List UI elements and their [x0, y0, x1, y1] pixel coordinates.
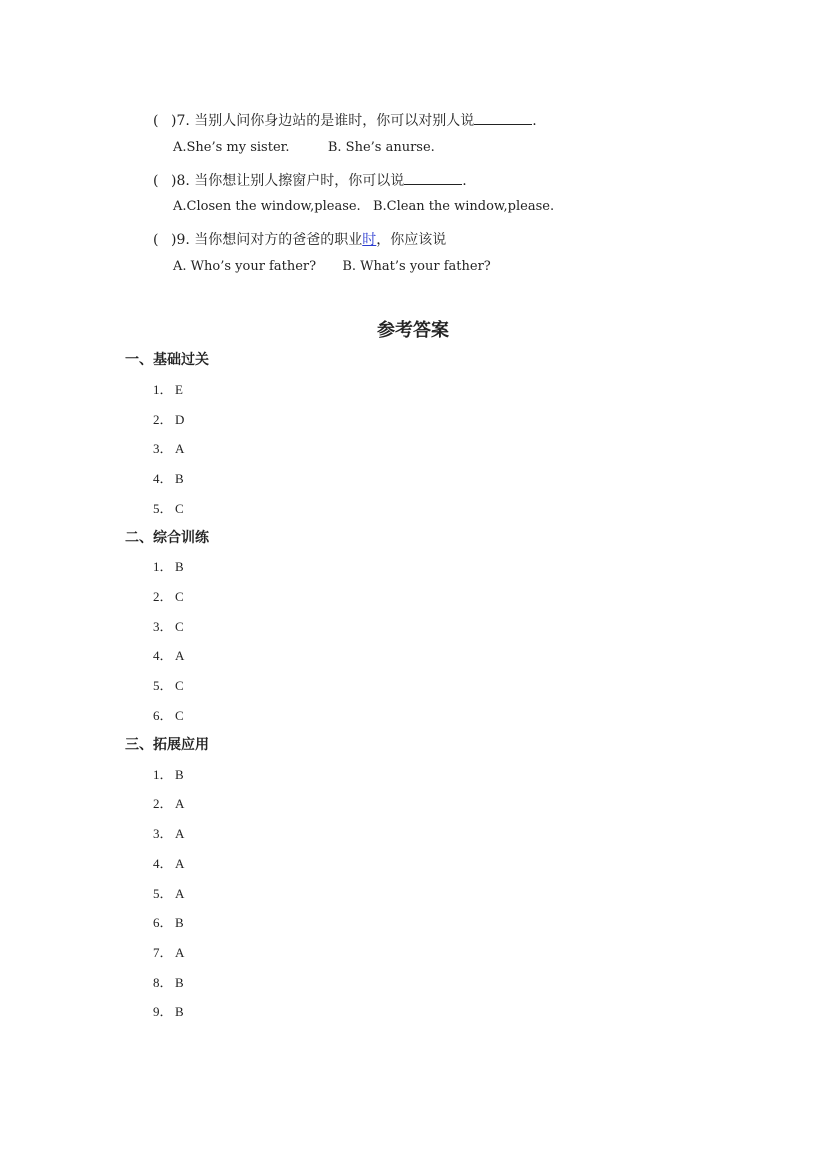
answer-item: 1． B [153, 767, 184, 782]
option-b: B.Clean the window,please. [372, 199, 555, 214]
answer-paren: ( [153, 173, 159, 189]
answer-item: 2． A [153, 796, 185, 811]
answer-item: 4． A [153, 648, 185, 663]
section-heading: 三、拓展应用 [125, 737, 209, 753]
answer-item: 5． C [153, 678, 184, 693]
answer-item: 8． B [153, 975, 184, 990]
question-prompt-end: ，你应该说 [376, 232, 447, 248]
option-b: B. She’s anurse. [327, 140, 435, 155]
option-b: B. What’s your father? [342, 259, 491, 274]
answer-item: 3． C [153, 619, 184, 634]
answer-item: 7． A [153, 945, 185, 960]
answer-paren: ( [153, 232, 159, 248]
question-number: )7. [171, 113, 190, 129]
answer-blank [404, 172, 462, 185]
answer-item: 3． A [153, 441, 185, 456]
answer-item: 6． B [153, 915, 184, 930]
answer-blank [474, 112, 532, 125]
question-suffix: . [462, 173, 467, 189]
question-prompt: 当别人问你身边站的是谁时，你可以对别人说 [194, 113, 475, 129]
prompt-link[interactable]: 时 [362, 232, 377, 248]
answer-item: 9． B [153, 1004, 184, 1019]
question-prompt: 当你想问对方的爸爸的职业 [194, 232, 363, 248]
section-heading: 一、基础过关 [125, 352, 209, 368]
answer-item: 4． B [153, 471, 184, 486]
option-a: A.She’s my sister. [173, 140, 290, 155]
answer-item: 4． A [153, 856, 185, 871]
question-7-options [173, 140, 435, 155]
answer-item: 2． D [153, 412, 185, 427]
question-9-options [173, 259, 491, 274]
answer-item: 5． A [153, 886, 185, 901]
answer-item: 3． A [153, 826, 185, 841]
question-9 [153, 229, 446, 249]
question-8-options [173, 199, 554, 214]
question-number: )8. [171, 173, 190, 189]
question-8 [153, 170, 467, 190]
answer-item: 1． B [153, 559, 184, 574]
question-number: )9. [171, 232, 190, 248]
question-suffix: . [532, 113, 537, 129]
option-a: A. Who’s your father? [173, 259, 317, 274]
question-prompt: 当你想让别人擦窗户时，你可以说 [194, 173, 405, 189]
answers-title: 参考答案 [377, 320, 449, 341]
answer-item: 5． C [153, 501, 184, 516]
answer-item: 6． C [153, 708, 184, 723]
answer-item: 1． E [153, 382, 183, 397]
answer-item: 2． C [153, 589, 184, 604]
option-a: A.Closen the window,please. [173, 199, 361, 214]
question-7 [153, 110, 537, 130]
answer-paren: ( [153, 113, 159, 129]
section-heading: 二、综合训练 [125, 530, 209, 546]
